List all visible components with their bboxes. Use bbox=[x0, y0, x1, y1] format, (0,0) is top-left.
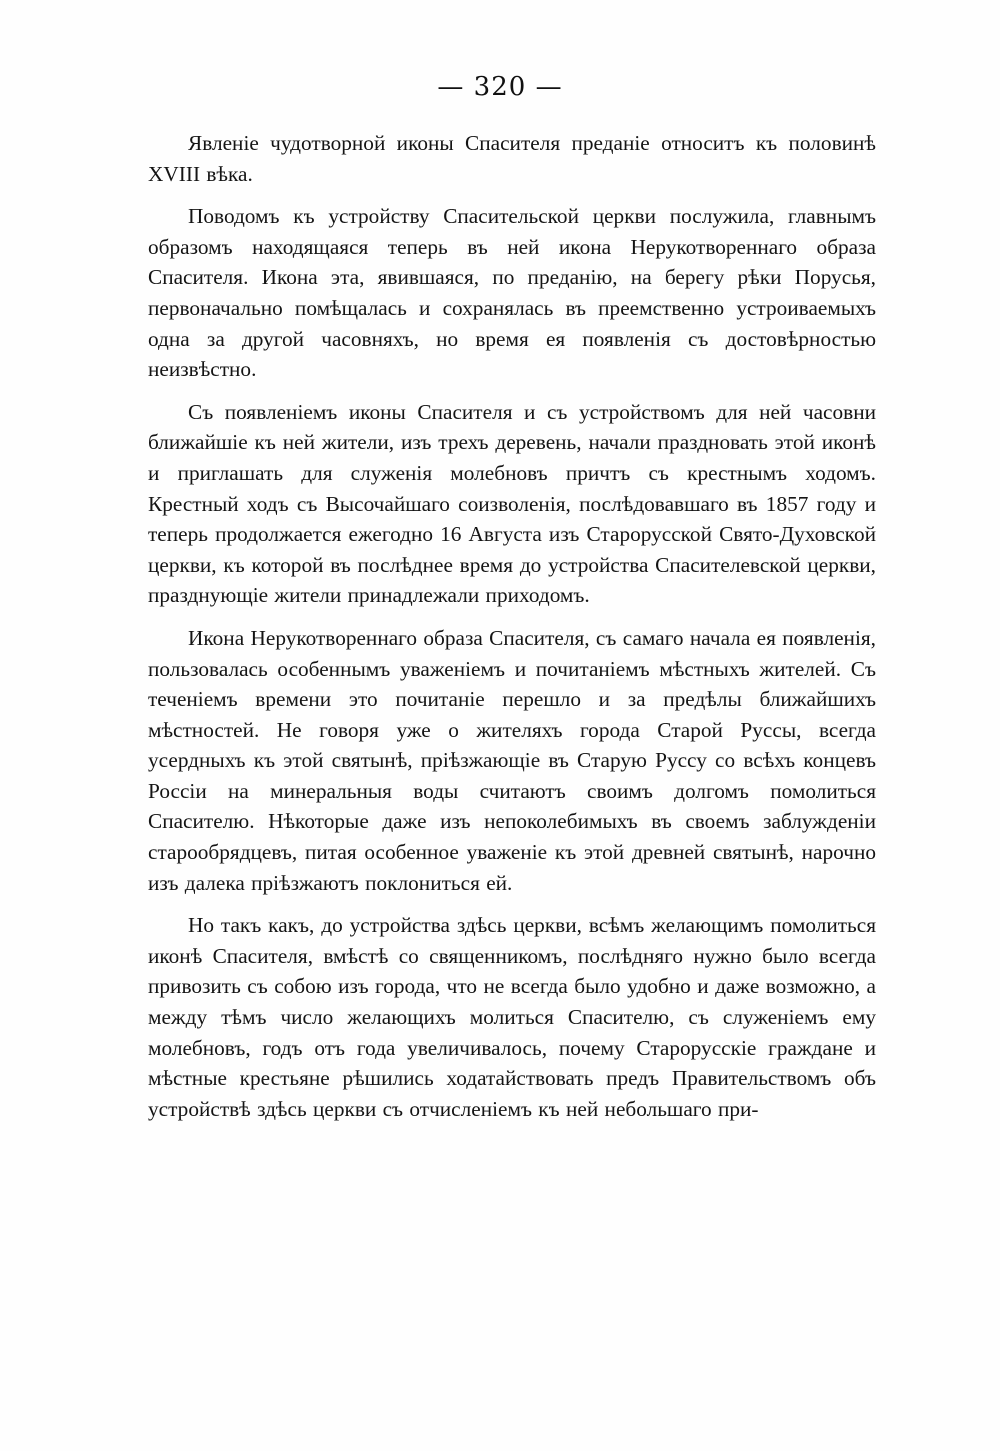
paragraph-4: Икона Нерукотвореннаго образа Спасителя, съ самаго начала ея появленія, пользовалась особеннымъ уваженіемъ и почитаніемъ мѣстныхъ жителей. Съ теченіемъ времени это почитаніе перешло и за предѣлы ближайшихъ мѣстностей. Не говоря уже о жителяхъ города Старой Руссы, всегда усердныхъ къ этой святынѣ, пріѣзжающіе въ Старую Руссу со всѣхъ концевъ Россіи на минеральныя воды считаютъ своимъ долгомъ помолиться Спасителю. Нѣкоторые даже изъ непоколебимыхъ въ своемъ заблужденіи старообрядцевъ, питая особенное уваженіе къ этой древней святынѣ, нарочно изъ далека пріѣзжаютъ поклониться ей. bbox=[148, 625, 876, 895]
paragraph-2: Поводомъ къ устройству Спасительской церкви послужила, главнымъ образомъ находящаяся теперь въ ней икона Нерукотвореннаго образа Спасителя. Икона эта, явившаяся, по преданію, на берегу рѣки Порусья, первоначально помѣщалась и сохранялась въ преемственно устроиваемыхъ одна за другой часовняхъ, но время ея появленія съ достовѣрностью неизвѣстно. bbox=[148, 204, 876, 382]
paragraph-3: Съ появленіемъ иконы Спасителя и съ устройствомъ для ней часовни ближайшіе къ ней жители, изъ трехъ деревень, начали праздновать этой иконѣ и приглашать для служенія молебновъ причтъ съ крестнымъ ходомъ. Крестный ходъ съ Высочайшаго соизволенія, послѣдовавшаго въ 1857 году и теперь продолжается ежегодно 16 Августа изъ Старорусской Свято-Духовской церкви, къ которой въ послѣднее время до устройства Спасителевской церкви, празднующіе жители принадлежали приходомъ. bbox=[148, 399, 876, 608]
page-number: — 320 — bbox=[437, 72, 563, 102]
page-text bbox=[148, 128, 876, 1136]
paragraph-5: Но такъ какъ, до устройства здѣсь церкви, всѣмъ желающимъ помолиться иконѣ Спасителя, вмѣстѣ со священникомъ, послѣдняго нужно было всегда привозить съ собою изъ города, что не всегда было удобно и даже возможно, а между тѣмъ число желающихъ молиться Спасителю, съ служеніемъ ему молебновъ, годъ отъ года увеличивалось, почему Старорусскіе граждане и мѣстные крестьяне рѣшились ходатайствовать предъ Правительствомъ объ устройствѣ здѣсь церкви съ отчисленіемъ къ ней небольшаго при- bbox=[148, 913, 876, 1121]
paragraph-1: Явленіе чудотворной иконы Спасителя преданіе относитъ къ половинѣ XVIII вѣка. bbox=[148, 131, 876, 186]
